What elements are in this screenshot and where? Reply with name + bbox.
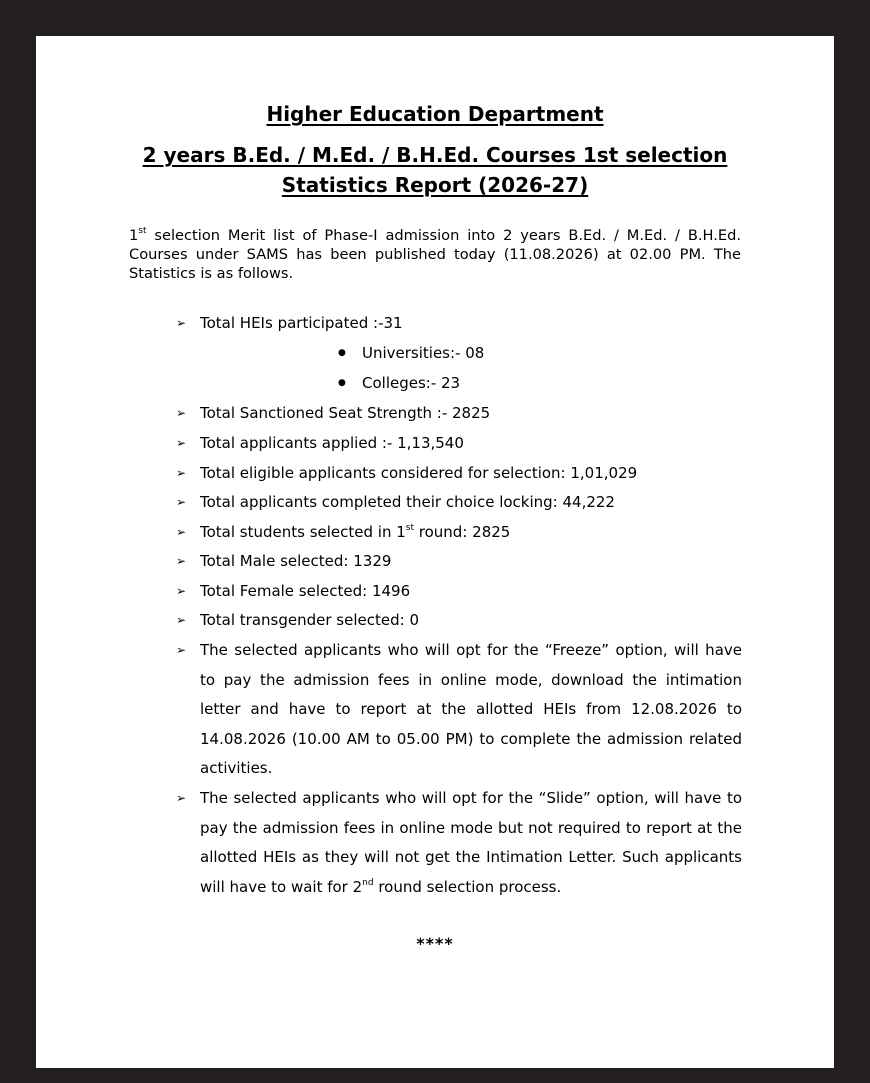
dot-bullet-icon: ● xyxy=(338,348,346,358)
stat-applied-text: Total applicants applied :- 1,13,540 xyxy=(200,434,464,452)
arrow-bullet-icon: ➢ xyxy=(176,643,187,657)
intro-lead: 1 xyxy=(129,227,139,244)
note-slide-lead: The selected applicants who will opt for the “Slide” option, will have to pay the admission fees in online mode but not required to report at the allotted HEIs as they will not get the Intimation Letter. Such applicants will have to wait for 2 xyxy=(200,789,742,896)
dot-bullet-icon: ● xyxy=(338,378,346,388)
arrow-bullet-icon: ➢ xyxy=(176,525,187,539)
stat-eligible-text: Total eligible applicants considered for selection: 1,01,029 xyxy=(200,464,638,482)
arrow-bullet-icon: ➢ xyxy=(176,613,187,627)
report-title: Statistics Report (2026-27) xyxy=(281,173,589,197)
intro-paragraph xyxy=(129,226,741,283)
intro-sup: st xyxy=(138,226,147,237)
note-slide-tail: round selection process. xyxy=(373,877,562,896)
stat-selected-tail: round: 2825 xyxy=(414,523,511,541)
arrow-bullet-icon: ➢ xyxy=(176,554,187,568)
arrow-bullet-icon: ➢ xyxy=(176,495,187,509)
course-title: 2 years B.Ed. / M.Ed. / B.H.Ed. Courses 1st selection xyxy=(142,143,728,167)
note-slide xyxy=(176,784,742,902)
department-title: Higher Education Department xyxy=(266,102,604,126)
stat-selected-lead: Total students selected in 1 xyxy=(200,523,406,541)
note-slide-text xyxy=(200,784,742,902)
arrow-bullet-icon: ➢ xyxy=(176,584,187,598)
document-page xyxy=(36,36,834,1068)
stat-seats-text: Total Sanctioned Seat Strength :- 2825 xyxy=(200,404,491,422)
note-slide-sup: nd xyxy=(362,877,374,888)
end-marker: **** xyxy=(416,934,454,953)
note-freeze xyxy=(176,636,742,784)
arrow-bullet-icon: ➢ xyxy=(176,466,187,480)
stat-heis-text: Total HEIs participated :-31 xyxy=(200,314,403,332)
stat-male-text: Total Male selected: 1329 xyxy=(200,552,392,570)
arrow-bullet-icon: ➢ xyxy=(176,791,187,805)
stat-selected-text xyxy=(200,518,510,548)
intro-text: selection Merit list of Phase-I admission into 2 years B.Ed. / M.Ed. / B.H.Ed. Courses under SAMS has been published today (11.08.2026) at 02.00 PM. The Statistics is as follows. xyxy=(129,227,741,282)
stat-locked-text: Total applicants completed their choice locking: 44,222 xyxy=(200,493,615,511)
stat-selected-sup: st xyxy=(405,523,415,533)
arrow-bullet-icon: ➢ xyxy=(176,406,187,420)
arrow-bullet-icon: ➢ xyxy=(176,316,187,330)
arrow-bullet-icon: ➢ xyxy=(176,436,187,450)
stat-transgender-text: Total transgender selected: 0 xyxy=(200,611,419,629)
stat-universities-text: Universities:- 08 xyxy=(362,344,485,362)
stat-female-text: Total Female selected: 1496 xyxy=(200,582,411,600)
note-freeze-text: The selected applicants who will opt for the “Freeze” option, will have to pay the admission fees in online mode, download the intimation letter and have to report at the allotted HEIs from 12.08.2026 to 14.08.2026 (10.00 AM to 05.00 PM) to complete the admission related activities. xyxy=(200,641,742,777)
stat-colleges-text: Colleges:- 23 xyxy=(362,374,461,392)
